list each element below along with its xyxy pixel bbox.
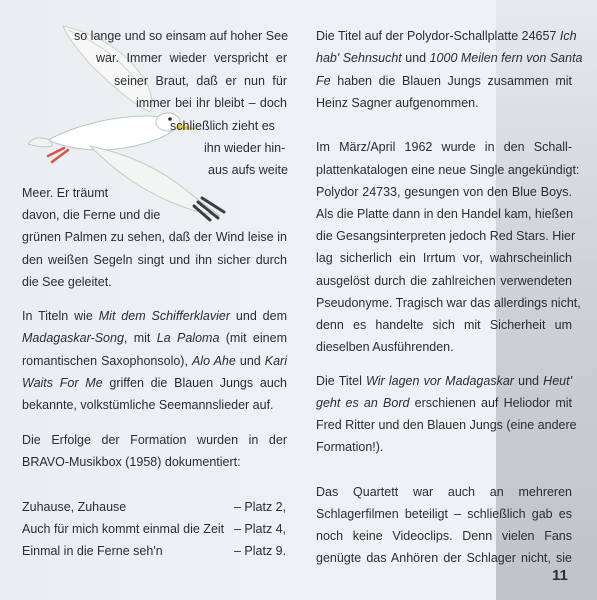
- text-line: denn es handelte sich mit Sicherheit um: [316, 318, 572, 332]
- list-item-rank: – Platz 4,: [234, 522, 287, 536]
- text-line: noch keine Videoclips. Denn vielen Fans: [316, 529, 572, 543]
- text-line: hab' Sehnsucht und 1000 Meilen fern von Santa: [316, 51, 583, 65]
- text-line: plattenkatalogen eine neue Single angekündigt:: [316, 163, 580, 177]
- text-line: Pseudonyme. Tragisch war das allerdings nicht,: [316, 296, 581, 310]
- text-line: Als die Platte dann in den Handel kam, hießen: [316, 207, 574, 221]
- text-line: In Titeln wie Mit dem Schifferklavier und dem: [22, 309, 287, 323]
- list-item-rank: – Platz 9.: [234, 544, 287, 558]
- text-line: Schlagerfilmen beteiligt – schließlich gab es: [316, 507, 572, 521]
- text-line: Im März/April 1962 wurde in den Schall-: [316, 140, 572, 154]
- text-line: immer bei ihr bleibt – doch: [136, 96, 287, 110]
- text-line: Meer. Er träumt: [22, 186, 109, 200]
- text-line: Formation!).: [316, 440, 384, 454]
- text-line: geht es an Bord erschienen auf Heliodor mit: [316, 396, 572, 410]
- text-line: Polydor 24733, gesungen von den Blue Boys.: [316, 185, 572, 199]
- text-line: genügte das Anhören der Schlager nicht, sie: [316, 551, 572, 565]
- text-line: bekannte, volkstümliche Seemannslieder auf.: [22, 398, 274, 412]
- text-line: dieselben Ausführenden.: [316, 340, 454, 354]
- text-line: schließlich zieht es: [170, 119, 275, 133]
- text-line: ausgelöst durch die zahlreichen verwendeten: [316, 274, 572, 288]
- text-line: Fe haben die Blauen Jungs zusammen mit: [316, 74, 572, 88]
- text-line: lag sicherlich ein Irrtum vor, wahrscheinlich: [316, 251, 572, 265]
- text-line: aus aufs weite: [208, 163, 288, 177]
- text-line: romantischen Saxophonsolo), Alo Ahe und Kari: [22, 354, 287, 368]
- text-line: den weißen Segeln singt und ihn sicher durch: [22, 253, 287, 267]
- text-line: die Gesangsinterpreten jedoch Red Stars. Hier: [316, 229, 576, 243]
- text-line: die See geleitet.: [22, 275, 112, 289]
- text-line: Fred Ritter und den Blauen Jungs (eine andere: [316, 418, 577, 432]
- list-item-title: Zuhause, Zuhause: [22, 500, 127, 514]
- page-number: 11: [552, 567, 568, 584]
- text-line: Die Titel Wir lagen vor Madagaskar und Heut': [316, 374, 572, 388]
- text-line: ihn wieder hin-: [204, 141, 286, 155]
- text-line: Das Quartett war auch an mehreren: [316, 485, 572, 499]
- list-item-title: Auch für mich kommt einmal die Zeit: [22, 522, 225, 536]
- text-line: Die Erfolge der Formation wurden in der: [22, 433, 287, 447]
- text-line: grünen Palmen zu sehen, daß der Wind leise in: [22, 230, 287, 244]
- text-line: Madagaskar-Song, mit La Paloma (mit einem: [22, 331, 287, 345]
- text-line: davon, die Ferne und die: [22, 208, 161, 222]
- text-line: BRAVO-Musikbox (1958) dokumentiert:: [22, 455, 241, 469]
- text-line: Heinz Sagner aufgenommen.: [316, 96, 479, 110]
- list-item-title: Einmal in die Ferne seh'n: [22, 544, 163, 558]
- text-line: so lange und so einsam auf hoher See: [74, 29, 289, 43]
- text-line: seiner Braut, daß er nun für: [114, 74, 287, 88]
- text-line: Waits For Me griffen die Blauen Jungs auch: [22, 376, 287, 390]
- text-line: war. Immer wieder verspricht er: [96, 51, 287, 65]
- list-item-rank: – Platz 2,: [234, 500, 287, 514]
- text-line: Die Titel auf der Polydor-Schallplatte 24657 Ich: [316, 29, 577, 43]
